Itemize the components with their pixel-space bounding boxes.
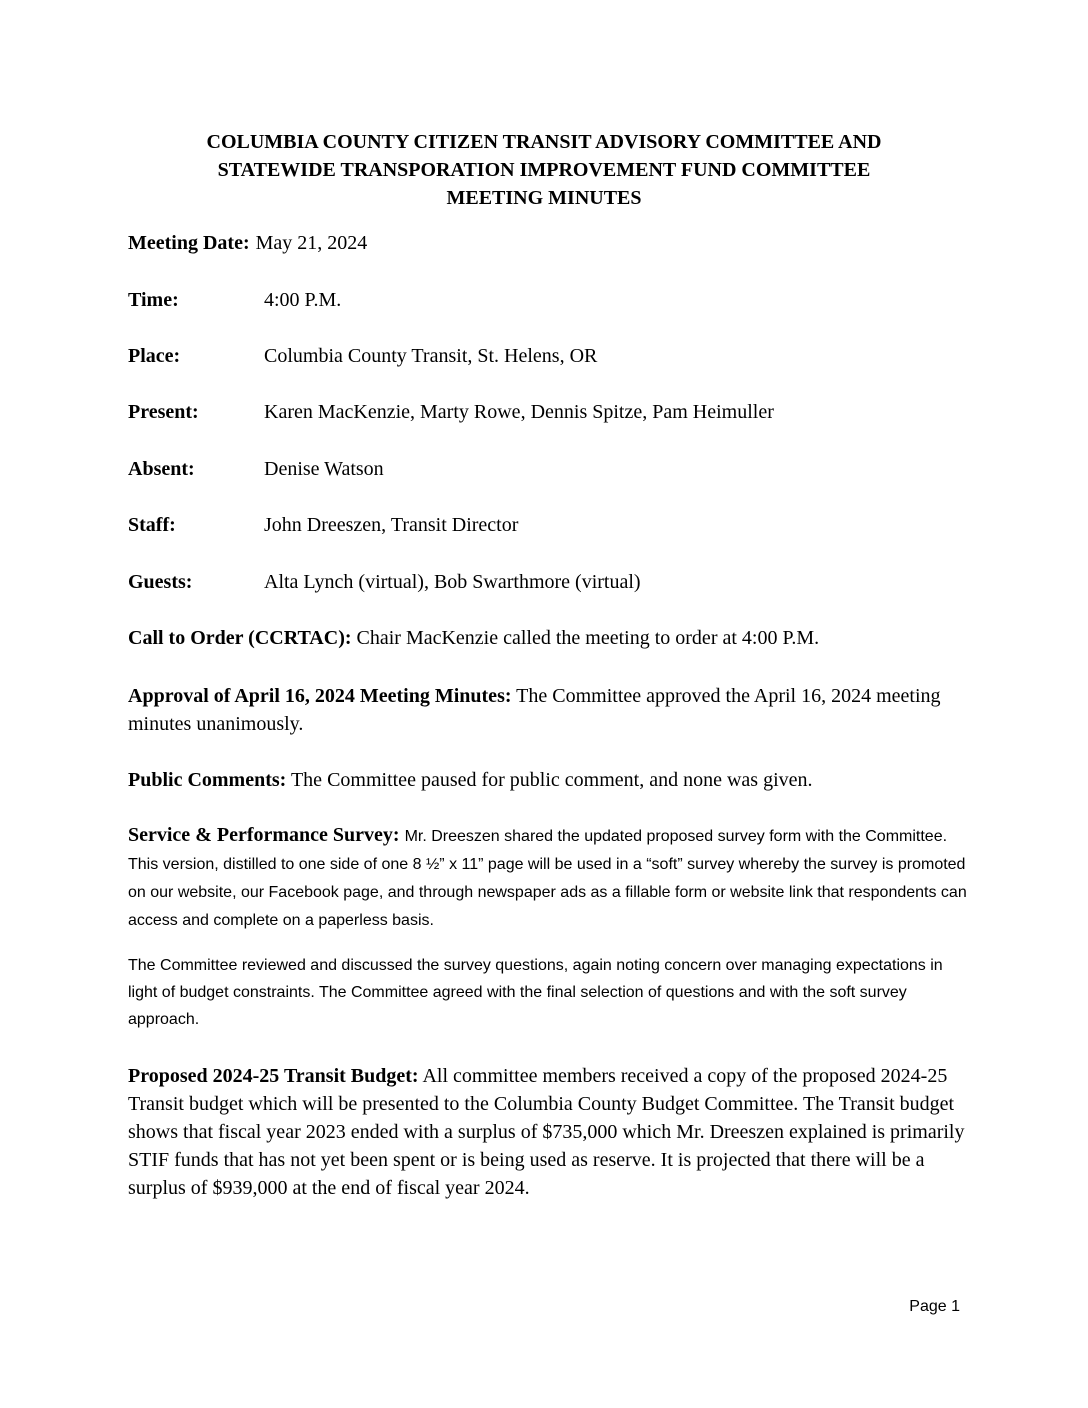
place-value: Columbia County Transit, St. Helens, OR xyxy=(264,345,598,367)
staff-field xyxy=(128,513,518,537)
page-number: Page 1 xyxy=(909,1298,960,1315)
title-line-1: COLUMBIA COUNTY CITIZEN TRANSIT ADVISORY COMMITTEE AND xyxy=(206,131,882,153)
approval-text: The Committee approved the April 16, 2024 meeting minutes unanimously. xyxy=(128,685,941,735)
meeting-date-value: May 21, 2024 xyxy=(255,232,368,254)
staff-label: Staff: xyxy=(128,514,176,536)
public-comments-section xyxy=(128,766,973,794)
survey-text: Mr. Dreeszen shared the updated proposed survey form with the Committee. This version, distilled to one side of one 8 ½” x 11” page will be used in a “soft” survey whereby the survey is promoted on our website, our Facebook page, and through newspaper ads as a fillable form or website link that respondents can access and complete on a paperless basis. xyxy=(128,828,967,929)
budget-section xyxy=(128,1062,973,1202)
title-line-3: MEETING MINUTES xyxy=(446,187,642,209)
public-comments-text: The Committee paused for public comment, and none was given. xyxy=(290,769,813,791)
present-value: Karen MacKenzie, Marty Rowe, Dennis Spitze, Pam Heimuller xyxy=(264,401,774,423)
time-field xyxy=(128,288,341,312)
guests-label: Guests: xyxy=(128,571,193,593)
guests-value: Alta Lynch (virtual), Bob Swarthmore (virtual) xyxy=(264,571,641,593)
present-label: Present: xyxy=(128,401,199,423)
time-label: Time: xyxy=(128,289,179,311)
time-value: 4:00 P.M. xyxy=(264,289,342,311)
staff-value: John Dreeszen, Transit Director xyxy=(264,514,519,536)
absent-value: Denise Watson xyxy=(264,458,384,480)
title-line-2: STATEWIDE TRANSPORATION IMPROVEMENT FUND COMMITTEE xyxy=(217,159,871,181)
call-to-order-text: Chair MacKenzie called the meeting to order at 4:00 P.M. xyxy=(356,627,820,649)
call-to-order-section xyxy=(128,624,973,652)
document-title xyxy=(0,128,1088,212)
absent-field xyxy=(128,457,384,481)
place-label: Place: xyxy=(128,345,181,367)
public-comments-heading: Public Comments: xyxy=(128,769,287,791)
absent-label: Absent: xyxy=(128,458,195,480)
survey-section xyxy=(128,822,973,934)
place-field xyxy=(128,344,597,368)
approval-heading: Approval of April 16, 2024 Meeting Minutes: xyxy=(128,685,512,707)
budget-text: All committee members received a copy of the proposed 2024-25 Transit budget which will be presented to the Columbia County Budget Committee. The Transit budget shows that fiscal year 2023 ended with a surplus of $735,000 which Mr. Dreeszen explained is primarily STIF funds that has not yet been spent or is being used as reserve. It is projected that there will be a surplus of $939,000 at the end of fiscal year 2024. xyxy=(128,1065,965,1199)
present-field xyxy=(128,400,774,424)
approval-section xyxy=(128,682,973,738)
guests-field xyxy=(128,570,641,594)
meeting-date-label: Meeting Date: xyxy=(128,232,250,254)
budget-heading: Proposed 2024-25 Transit Budget: xyxy=(128,1065,419,1087)
call-to-order-heading: Call to Order (CCRTAC): xyxy=(128,627,352,649)
meeting-date-field xyxy=(128,231,367,255)
survey-discussion-paragraph: The Committee reviewed and discussed the survey questions, again noting concern over managing expectations in light of budget constraints. The Committee agreed with the final selection of questions and with the soft survey approach. xyxy=(128,957,943,1028)
survey-heading: Service & Performance Survey: xyxy=(128,824,400,846)
